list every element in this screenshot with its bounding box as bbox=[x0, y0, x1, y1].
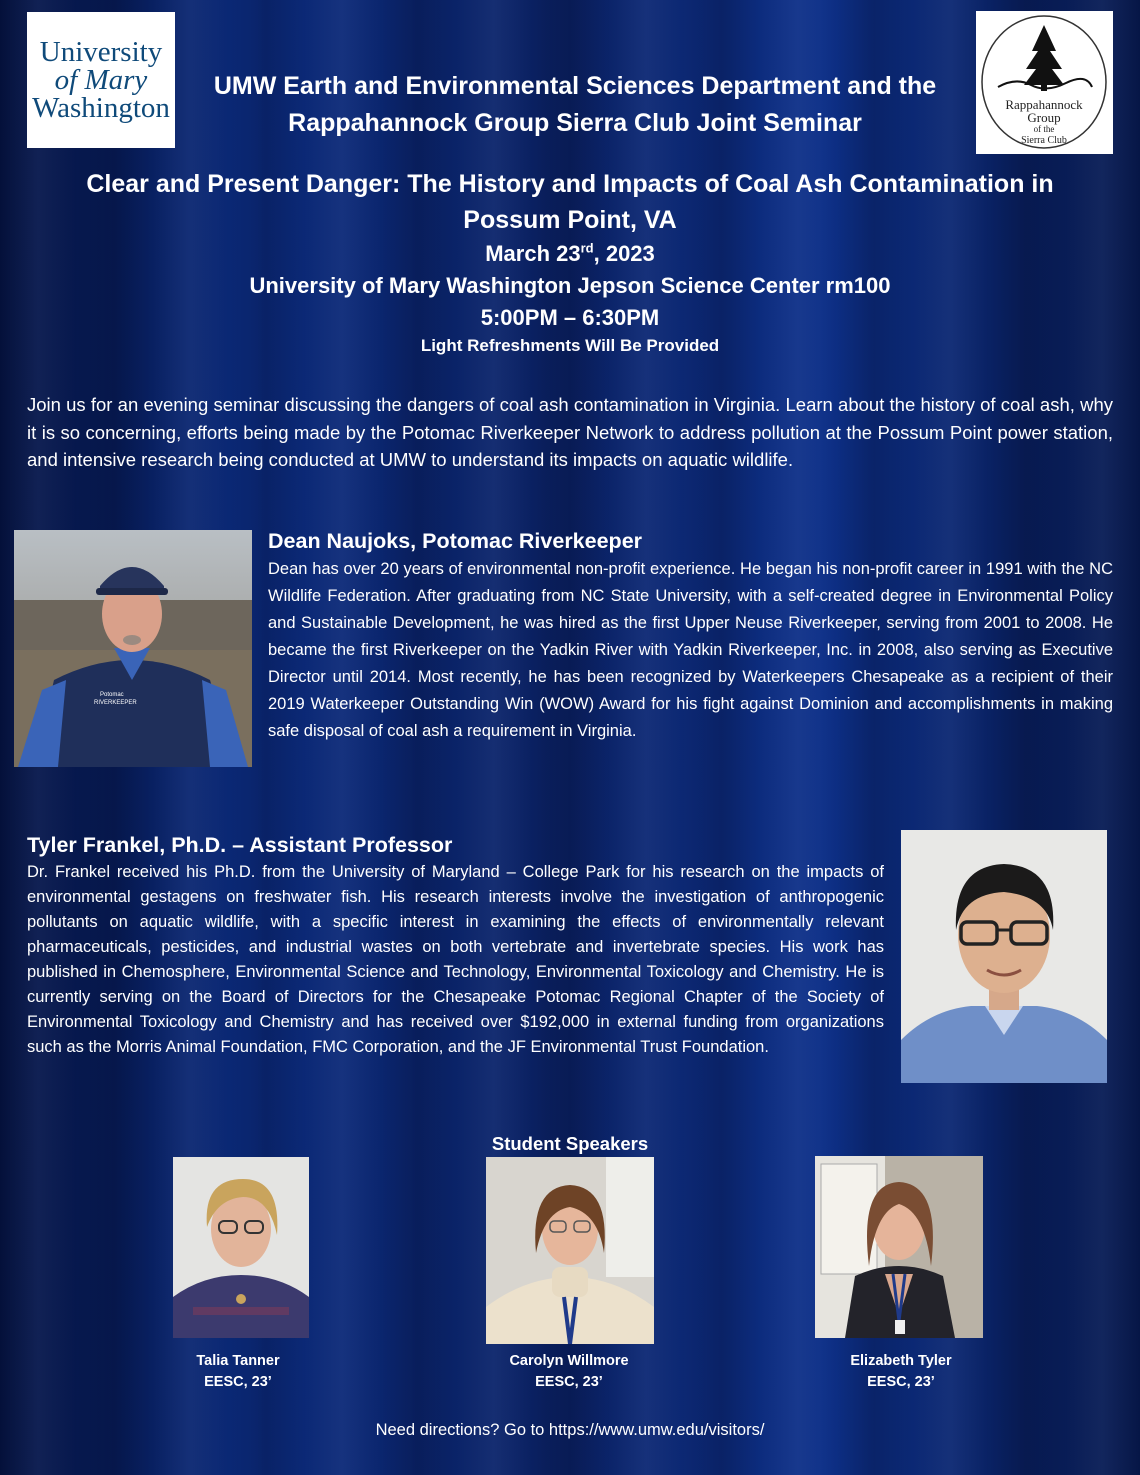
seminar-title bbox=[30, 166, 1110, 238]
umw-logo-line: Washington bbox=[32, 92, 170, 124]
directions-footer: Need directions? Go to https://www.umw.edu/visitors/ bbox=[375, 1421, 765, 1439]
carolyn-willmore-photo bbox=[486, 1157, 654, 1344]
header-line: Rappahannock Group Sierra Club Joint Seminar bbox=[288, 109, 862, 137]
date-year: , 2023 bbox=[593, 241, 655, 266]
refreshments-note: Light Refreshments Will Be Provided bbox=[420, 336, 720, 355]
date-main: March 23 bbox=[485, 241, 581, 266]
umw-logo-line: of Mary bbox=[54, 64, 148, 96]
student-name: Elizabeth Tyler bbox=[850, 1353, 952, 1369]
talia-photo-image bbox=[173, 1157, 309, 1338]
vest-text: Potomac bbox=[100, 692, 124, 698]
talia-tanner-photo bbox=[173, 1157, 309, 1338]
student-program: EESC, 23’ bbox=[204, 1374, 272, 1390]
seminar-title-line: Possum Point, VA bbox=[463, 206, 677, 234]
speaker-bio: Dr. Frankel received his Ph.D. from the University of Maryland – College Park for his research on the impacts of environmental gestagens on freshwater fish. His research interests involve the investigation of anthropogenic pollutants on aquatic wildlife, with a specific interest in examining the effects of environmentally relevant pharmaceuticals, pesticides, and industrial wastes on both vertebrate and invertebrate species. His work has published in Chemosphere, Environmental Science and Technology, Environmental Toxicology and Chemistry. He is currently serving on the Board of Directors for the Chesapeake Potomac Regional Chapter of the Society of Environmental Toxicology and Chemistry and has received over $192,000 in external funding from organizations such as the Morris Animal Foundation, FMC Corporation, and the JF Environmental Trust Foundation. bbox=[27, 863, 884, 1056]
intro-paragraph: Join us for an evening seminar discussing the dangers of coal ash contamination in Virginia. Learn about the history of coal ash, why it is so concerning, efforts being made by the Potomac Riverkeeper Network to address pollution at the Possum Point power station, and intensive research being conducted at UMW to understand its impacts on aquatic wildlife. bbox=[27, 394, 1113, 470]
student-caption bbox=[128, 1351, 348, 1393]
event-time: 5:00PM – 6:30PM bbox=[480, 305, 660, 330]
event-date bbox=[30, 238, 1110, 270]
dean-photo-image bbox=[14, 530, 252, 767]
umw-logo-line: University bbox=[39, 36, 163, 68]
student-name: Carolyn Willmore bbox=[509, 1353, 629, 1369]
student-program: EESC, 23’ bbox=[867, 1374, 935, 1390]
student-caption bbox=[459, 1351, 679, 1393]
sierra-club-logo-line: Group bbox=[1027, 110, 1061, 125]
date-suffix: rd bbox=[580, 240, 594, 256]
carolyn-photo-image bbox=[486, 1157, 654, 1344]
speaker-bio: Dean has over 20 years of environmental non-profit experience. He began his non-profit career in 1991 with the NC Wildlife Federation. After graduating from NC State University, with a self-created degree in Environmental Policy and Sustainable Development, he was hired as the first Upper Neuse Riverkeeper, serving from 2001 to 2008. He became the first Riverkeeper on the Yadkin River with Yadkin Riverkeeper, Inc. in 2008, also serving as Executive Director until 2014. Most recently, he has been recognized by Waterkeepers Chesapeake as a recipient of their 2019 Waterkeeper Outstanding Win (WOW) Award for his fight against Dominion and accomplishments in making safe disposal of coal ash a requirement in Virginia. bbox=[268, 560, 1113, 740]
elizabeth-tyler-photo bbox=[815, 1156, 983, 1338]
dean-naujoks-photo bbox=[14, 530, 252, 767]
speaker-name: Tyler Frankel, Ph.D. – Assistant Professor bbox=[27, 833, 453, 857]
sierra-club-logo-line: Rappahannock bbox=[1005, 97, 1083, 112]
vest-text: RIVERKEEPER bbox=[94, 700, 137, 706]
tyler-frankel-photo bbox=[901, 830, 1107, 1083]
student-name: Talia Tanner bbox=[196, 1353, 280, 1369]
header-title bbox=[180, 68, 970, 142]
sierra-club-logo-line: of the bbox=[1033, 124, 1055, 134]
event-location: University of Mary Washington Jepson Science Center rm100 bbox=[249, 273, 891, 298]
elizabeth-photo-image bbox=[815, 1156, 983, 1338]
speaker-name: Dean Naujoks, Potomac Riverkeeper bbox=[268, 529, 643, 553]
umw-logo bbox=[27, 12, 175, 148]
seminar-title-line: Clear and Present Danger: The History and Impacts of Coal Ash Contamination in bbox=[86, 170, 1054, 198]
student-program: EESC, 23’ bbox=[535, 1374, 603, 1390]
sierra-club-logo bbox=[976, 11, 1113, 154]
sierra-club-seal bbox=[976, 11, 1113, 154]
student-speakers-heading: Student Speakers bbox=[491, 1133, 649, 1154]
sierra-club-logo-line: Sierra Club bbox=[1021, 135, 1067, 146]
header-line: UMW Earth and Environmental Sciences Department and the bbox=[213, 72, 937, 100]
tyler-photo-image bbox=[901, 830, 1107, 1083]
student-caption bbox=[791, 1351, 1011, 1393]
